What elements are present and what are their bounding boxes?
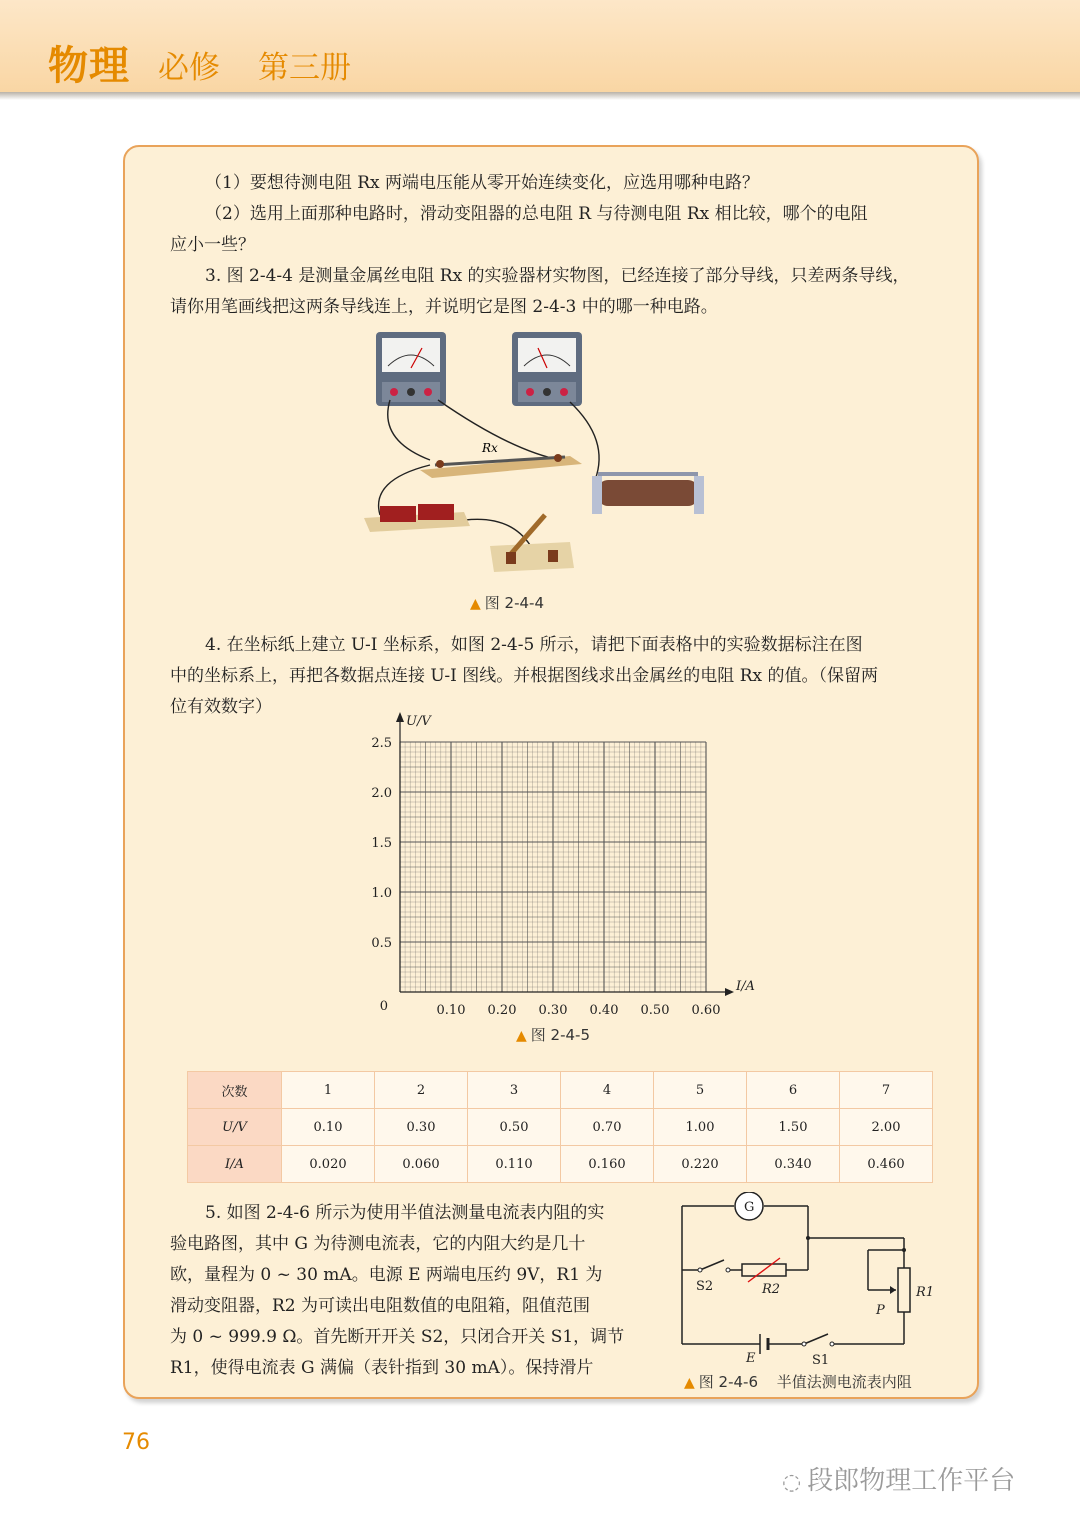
table-cell: 0.30 [375, 1109, 468, 1146]
table-cell: 4 [561, 1072, 654, 1109]
table-cell: 0.340 [747, 1146, 840, 1183]
figure-2-4-6-caption [684, 1371, 912, 1392]
question-2-2-line1: （2）选用上面那种电路时，滑动变阻器的总电阻 R 与待测电阻 Rx 相比较，哪个的电阻 [205, 204, 868, 224]
y-tick-label: 2.0 [371, 786, 392, 801]
table-cell: 0.060 [375, 1146, 468, 1183]
question-2-2-line2: 应小一些？ [170, 235, 255, 255]
figure-2-4-6-label: 图 2-4-6 [698, 1373, 759, 1391]
table-cell: 2 [375, 1072, 468, 1109]
ammeter-illustration [512, 332, 582, 406]
header-shadow [0, 92, 1080, 100]
table-cell: 1.50 [747, 1109, 840, 1146]
y-axis-label: U/V [406, 714, 431, 729]
table-cell: 6 [747, 1072, 840, 1109]
variable-resistor-arrow-icon [748, 1258, 780, 1282]
table-cell: 7 [840, 1072, 933, 1109]
figure-2-4-4-label: 图 2-4-4 [484, 594, 545, 612]
question-5-line1: 5. 如图 2-4-6 所示为使用半值法测量电流表内阻的实 [205, 1203, 605, 1223]
table-cell: 0.020 [282, 1146, 375, 1183]
table-cell: 5 [654, 1072, 747, 1109]
circuit-diagram [672, 1192, 942, 1372]
question-2-1: （1）要想待测电阻 Rx 两端电压能从零开始连续变化，应选用哪种电路？ [205, 173, 760, 193]
label-s1: S1 [812, 1353, 830, 1368]
table-cell: 0.220 [654, 1146, 747, 1183]
battery-illustration [364, 504, 470, 532]
header-title: 物理 [48, 43, 130, 89]
apparatus-figure [360, 330, 720, 580]
question-4-line2: 中的坐标系上，再把各数据点连接 U-I 图线。并根据图线求出金属丝的电阻 Rx 的值。（保留两 [170, 666, 878, 686]
figure-2-4-6-title: 半值法测电流表内阻 [776, 1373, 912, 1391]
question-5-line5: 为 0 ~ 999.9 Ω。首先断开开关 S2，只闭合开关 S1，调节 [170, 1327, 625, 1347]
question-5-line3: 欧，量程为 0 ~ 30 mA。电源 E 两端电压约 9V，R1 为 [170, 1265, 603, 1285]
wechat-icon: ◌ [782, 1470, 802, 1495]
table-cell: 0.70 [561, 1109, 654, 1146]
header-subtitle: 必修 [158, 50, 220, 86]
watermark-text: 段郎物理工作平台 [807, 1466, 1016, 1496]
page-number: 76 [122, 1430, 150, 1455]
x-tick-label: 0.60 [691, 1003, 721, 1018]
table-cell: 0.50 [468, 1109, 561, 1146]
header-book: 第三册 [258, 50, 351, 86]
data-table [187, 1071, 933, 1183]
table-row [188, 1109, 933, 1146]
figure-2-4-5-label: 图 2-4-5 [530, 1026, 591, 1044]
chart-axes [396, 712, 734, 996]
label-p: P [876, 1303, 885, 1318]
table-cell: 次数 [188, 1072, 282, 1109]
label-g: G [744, 1200, 755, 1215]
page-header [0, 0, 1080, 92]
table-cell: 0.160 [561, 1146, 654, 1183]
y-tick-label: 2.5 [371, 736, 392, 751]
table-row [188, 1146, 933, 1183]
table-cell: 1 [282, 1072, 375, 1109]
table-cell: 2.00 [840, 1109, 933, 1146]
x-tick-label: 0.20 [487, 1003, 517, 1018]
table-cell: 3 [468, 1072, 561, 1109]
label-s2: S2 [696, 1279, 714, 1294]
table-row [188, 1072, 933, 1109]
y-tick-label: 0.5 [371, 936, 392, 951]
y-tick-label: 1.5 [371, 836, 392, 851]
question-3-line2: 请你用笔画线把这两条导线连上，并说明它是图 2-4-3 中的哪一种电路。 [170, 297, 718, 317]
table-cell: 1.00 [654, 1109, 747, 1146]
chart-grid [400, 742, 706, 992]
table-cell: I/A [188, 1146, 282, 1183]
u-i-chart [355, 705, 775, 1020]
label-e: E [746, 1351, 756, 1366]
slider-arrow-icon [890, 1286, 896, 1294]
rheostat-illustration [592, 474, 704, 514]
triangle-icon: ▲ [470, 596, 481, 612]
y-axis-arrow-icon [396, 712, 404, 722]
table-cell: 0.110 [468, 1146, 561, 1183]
triangle-icon: ▲ [684, 1375, 695, 1391]
table-cell: 0.460 [840, 1146, 933, 1183]
watermark [782, 1460, 1015, 1497]
rx-label: Rx [482, 441, 498, 455]
x-axis-label: I/A [736, 979, 755, 994]
question-3-line1: 3. 图 2-4-4 是测量金属丝电阻 Rx 的实验器材实物图，已经连接了部分导线，只差两条导线， [205, 266, 910, 286]
question-5-line6: R1，使得电流表 G 满偏（表针指到 30 mA）。保持滑片 [170, 1358, 594, 1378]
figure-2-4-4-caption [470, 592, 544, 613]
voltmeter-illustration [376, 332, 446, 406]
question-5-line2: 验电路图，其中 G 为待测电流表，它的内阻大约是几十 [170, 1234, 586, 1254]
table-cell: U/V [188, 1109, 282, 1146]
question-5-line4: 滑动变阻器，R2 为可读出电阻数值的电阻箱，阻值范围 [170, 1296, 591, 1316]
y-tick-label: 1.0 [371, 886, 392, 901]
label-r1: R1 [916, 1285, 935, 1300]
x-tick-label: 0.50 [640, 1003, 670, 1018]
x-tick-label: 0.40 [589, 1003, 619, 1018]
question-4-line1: 4. 在坐标纸上建立 U-I 坐标系，如图 2-4-5 所示，请把下面表格中的实验数据标注在图 [205, 635, 863, 655]
label-r2: R2 [762, 1282, 781, 1297]
x-tick-label: 0.10 [436, 1003, 466, 1018]
x-axis-arrow-icon [725, 988, 734, 996]
x-tick-label: 0.30 [538, 1003, 568, 1018]
figure-2-4-5-caption [516, 1024, 590, 1045]
triangle-icon: ▲ [516, 1028, 527, 1044]
table-cell: 0.10 [282, 1109, 375, 1146]
origin-label: 0 [379, 999, 388, 1014]
question-4-line3: 位有效数字） [170, 697, 272, 717]
